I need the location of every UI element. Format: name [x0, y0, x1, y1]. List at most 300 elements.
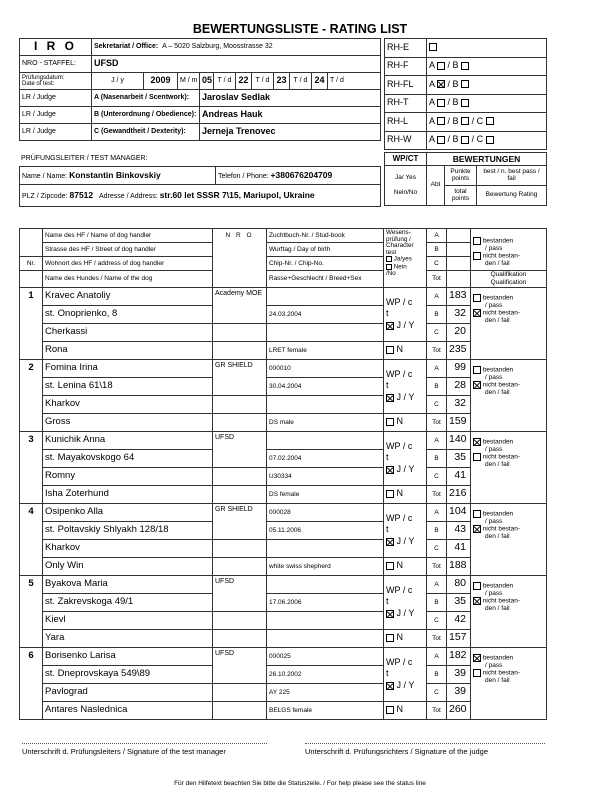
bestanden-label: bestanden	[482, 438, 514, 446]
opt-label: / B	[447, 97, 459, 108]
bestanden-label: bestanden	[482, 582, 514, 590]
fail-checkbox[interactable]	[473, 597, 481, 605]
col-nicht: nicht bestan-	[482, 252, 521, 260]
rh-w-c-checkbox[interactable]	[486, 136, 494, 144]
score-c: 39	[447, 683, 471, 701]
score-c: 20	[447, 323, 471, 341]
a-label: A	[427, 575, 447, 593]
fail-label: den / fail	[485, 604, 510, 612]
nein-checkbox-icon	[386, 264, 392, 270]
best-label: best / n. best pass / fail	[477, 166, 547, 186]
col-pass: / pass	[485, 245, 503, 252]
wp-t: t	[386, 380, 389, 391]
stud-value	[267, 431, 384, 449]
handler-street: st. Poltavskiy Shlyakh 128/18	[43, 521, 213, 539]
chip-value: U30334	[267, 467, 384, 485]
wp-label: WP / c	[386, 296, 413, 307]
col-c: C	[427, 257, 447, 271]
day-value: 23	[274, 73, 290, 90]
score-b: 39	[447, 665, 471, 683]
nro-empty	[213, 683, 267, 701]
birth-value: 30.04.2004	[267, 377, 384, 395]
nro-empty	[213, 611, 267, 629]
c-label: C	[427, 683, 447, 701]
fail-checkbox[interactable]	[473, 309, 481, 317]
manager-name-label: Name / Name:	[22, 172, 68, 180]
nicht-label: nicht bestan-	[482, 309, 521, 317]
a-label: A	[427, 647, 447, 665]
tot-label: Tot	[427, 413, 447, 431]
col-birth: Wurftag / Day of birth	[267, 243, 384, 257]
jy-label: J / Y	[396, 391, 415, 402]
col-fail: den / fail	[485, 260, 510, 268]
nro-empty	[213, 701, 267, 719]
pass-label: / pass	[485, 589, 503, 597]
staffel-label: NRO - STAFFEL:	[20, 56, 92, 73]
jy-label: J / Y	[396, 679, 415, 690]
opt-label: / B	[447, 60, 459, 71]
handler-city: Pavlograd	[43, 683, 213, 701]
manager-name: Konstantin Binkovskiy	[69, 169, 161, 180]
col-b: B	[427, 243, 447, 257]
nro-empty	[213, 629, 267, 647]
judge-name: Jaroslav Sedlak	[200, 90, 381, 107]
nro-value: UFSD	[213, 575, 267, 611]
entry-number: 3	[20, 431, 43, 503]
n-checkbox[interactable]	[386, 418, 394, 426]
col-nro: N R O	[213, 229, 267, 288]
rh-f-a-checkbox[interactable]	[437, 62, 445, 70]
nro-value: GR SHIELD	[213, 359, 267, 395]
rh-l-b-checkbox[interactable]	[461, 117, 469, 125]
judge-lr: LR / Judge	[20, 124, 92, 141]
handler-name: Osipenko Alla	[43, 503, 213, 521]
bestanden-label: bestanden	[482, 510, 514, 518]
chip-value: AY 225	[267, 683, 384, 701]
col-bestanden: bestanden	[482, 237, 514, 245]
tot-label: Tot	[427, 557, 447, 575]
b-label: B	[427, 521, 447, 539]
wp-t: t	[386, 668, 389, 679]
jy-checkbox[interactable]	[386, 682, 394, 690]
signature-judge: Unterschrift d. Prüfungsrichters / Signature of the judge	[305, 743, 545, 756]
ja-checkbox-icon	[386, 256, 392, 262]
b-label: B	[427, 665, 447, 683]
jy-checkbox[interactable]	[386, 538, 394, 546]
fail-label: den / fail	[485, 532, 510, 540]
stud-value: 000025	[267, 647, 384, 665]
judge-role: A (Nasenarbeit / Scentwork):	[92, 90, 200, 107]
judge-lr: LR / Judge	[20, 90, 92, 107]
handler-street: st. Onoprienko, 8	[43, 305, 213, 323]
opt-label: / C	[471, 134, 484, 145]
day-label: T / d	[214, 73, 236, 90]
chip-value	[267, 395, 384, 413]
c-label: C	[427, 323, 447, 341]
handler-street: st. Lenina 61\18	[43, 377, 213, 395]
header-table	[19, 38, 381, 141]
score-a: 182	[447, 647, 471, 665]
org-name: I R O	[20, 39, 92, 56]
entry-number: 5	[20, 575, 43, 647]
score-b: 32	[447, 305, 471, 323]
office-value: A – 5020 Salzburg, Moosstrasse 32	[162, 43, 273, 51]
opt-label: A	[429, 60, 435, 71]
col-no: /No	[386, 270, 396, 277]
col-dog-name: Name des Hundes / Name of the dog	[43, 271, 213, 288]
score-total: 260	[447, 701, 471, 719]
day-value: 22	[236, 73, 252, 90]
score-total: 159	[447, 413, 471, 431]
n-checkbox[interactable]	[386, 634, 394, 642]
n-label: N	[396, 632, 404, 643]
fail-label: den / fail	[485, 460, 510, 468]
page-title: BEWERTUNGSLISTE - RATING LIST	[192, 22, 408, 36]
entry-number: 4	[20, 503, 43, 575]
tot-label: Tot	[427, 485, 447, 503]
pass-label: / pass	[485, 301, 503, 309]
handler-city: Cherkassi	[43, 323, 213, 341]
phone-value: +380676204709	[270, 169, 333, 180]
day-label: T / d	[328, 73, 381, 90]
col-handler-name: Name des HF / Name of dog handler	[43, 229, 213, 243]
nro-value: Academy MOE	[213, 287, 267, 323]
score-a: 183	[447, 287, 471, 305]
n-label: N	[396, 488, 404, 499]
pass-checkbox-icon	[473, 237, 481, 245]
rh-label: RH-L	[385, 113, 427, 132]
nro-empty	[213, 323, 267, 341]
col-wesen: Character	[386, 242, 414, 250]
stud-value: 000010	[267, 359, 384, 377]
col-wesen: Wesens-	[386, 229, 411, 236]
bestanden-label: bestanden	[482, 654, 514, 662]
bewertungen-head: BEWERTUNGEN	[427, 153, 547, 166]
bestanden-label: bestanden	[482, 366, 514, 374]
handler-name: Byakova Maria	[43, 575, 213, 593]
nro-empty	[213, 341, 267, 359]
wpct-head: WP/CT	[385, 153, 427, 166]
pass-checkbox[interactable]	[473, 438, 481, 446]
c-label: C	[427, 395, 447, 413]
year-label: J / y	[92, 73, 144, 90]
fail-checkbox[interactable]	[473, 453, 481, 461]
breed-value: DS female	[267, 485, 384, 503]
opt-label: / C	[471, 115, 484, 126]
col-qual: Qualifikation	[490, 271, 527, 278]
col-jayes: Ja/yes	[393, 256, 412, 264]
a-label: A	[427, 503, 447, 521]
score-a: 104	[447, 503, 471, 521]
b-label: B	[427, 377, 447, 395]
col-wesen: test	[386, 248, 397, 256]
judge-lr: LR / Judge	[20, 107, 92, 124]
day-value: 24	[312, 73, 328, 90]
tot-label: Tot	[427, 341, 447, 359]
punkte-label: Punkte points	[445, 166, 477, 186]
opt-label: A	[429, 115, 435, 126]
wp-label: WP / c	[386, 440, 413, 451]
rh-t-b-checkbox[interactable]	[461, 99, 469, 107]
pass-checkbox[interactable]	[473, 294, 481, 302]
chip-value	[267, 323, 384, 341]
opt-label: / B	[447, 78, 459, 89]
dog-name: Yara	[43, 629, 213, 647]
col-breed: Rasse+Geschlecht / Breed+Sex	[267, 271, 384, 288]
month-label: M / m	[178, 73, 200, 90]
abt-label: Abt	[427, 166, 445, 206]
ja-label: Ja/ Yes	[395, 173, 416, 181]
b-label: B	[427, 305, 447, 323]
handler-city: Kievl	[43, 611, 213, 629]
score-total: 216	[447, 485, 471, 503]
nicht-label: nicht bestan-	[482, 453, 521, 461]
n-label: N	[396, 344, 404, 355]
rh-label: RH-E	[385, 39, 427, 58]
nicht-label: nicht bestan-	[482, 525, 521, 533]
staffel-value: UFSD	[92, 56, 381, 73]
judge-name: Andreas Hauk	[200, 107, 381, 124]
score-total: 235	[447, 341, 471, 359]
tot-label: Tot	[427, 629, 447, 647]
nro-empty	[213, 413, 267, 431]
breed-value: white swiss shepherd	[267, 557, 384, 575]
footer-help: Für den Hilfetext beachten Sie bitte die Statuszeile. / For help please see the status line	[174, 780, 426, 787]
chip-value	[267, 611, 384, 629]
handler-street: st. Dneprovskaya 549\89	[43, 665, 213, 683]
c-label: C	[427, 467, 447, 485]
wp-label: WP / c	[386, 656, 413, 667]
nro-empty	[213, 467, 267, 485]
score-c: 41	[447, 539, 471, 557]
date-label-en: Date of test:	[22, 81, 55, 87]
n-checkbox[interactable]	[386, 706, 394, 714]
rh-t-a-checkbox[interactable]	[437, 99, 445, 107]
fail-checkbox[interactable]	[473, 669, 481, 677]
score-c: 32	[447, 395, 471, 413]
stud-value: 000028	[267, 503, 384, 521]
wp-label: WP / c	[386, 584, 413, 595]
pass-label: / pass	[485, 373, 503, 381]
n-checkbox[interactable]	[386, 346, 394, 354]
score-c: 42	[447, 611, 471, 629]
test-manager-label: PRÜFUNGSLEITER / TEST MANAGER:	[21, 155, 148, 162]
a-label: A	[427, 359, 447, 377]
dog-name: Only Win	[43, 557, 213, 575]
score-a: 99	[447, 359, 471, 377]
rh-l-a-checkbox[interactable]	[437, 117, 445, 125]
rh-label: RH-FL	[385, 76, 427, 95]
nro-empty	[213, 539, 267, 557]
test-manager-table	[19, 166, 381, 207]
entry-number: 2	[20, 359, 43, 431]
birth-value: 17.06.2006	[267, 593, 384, 611]
opt-label: A	[429, 97, 435, 108]
rh-l-c-checkbox[interactable]	[486, 117, 494, 125]
fail-label: den / fail	[485, 388, 510, 396]
handler-name: Borisenko Larisa	[43, 647, 213, 665]
opt-label: A	[429, 134, 435, 145]
score-a: 80	[447, 575, 471, 593]
rh-e-checkbox[interactable]	[429, 43, 437, 51]
entry-number: 6	[20, 647, 43, 719]
col-chip: Chip-Nr. / Chip-No.	[267, 257, 384, 271]
tot-label: Tot	[427, 701, 447, 719]
fail-label: den / fail	[485, 676, 510, 684]
breed-value: BELGS female	[267, 701, 384, 719]
rh-label: RH-T	[385, 94, 427, 113]
rating-table	[19, 228, 547, 720]
jy-label: J / Y	[396, 463, 415, 474]
year-value: 2009	[144, 73, 178, 90]
judge-role: B (Unterordnung / Obedience):	[92, 107, 200, 124]
birth-value: 07.02.2004	[267, 449, 384, 467]
nro-empty	[213, 395, 267, 413]
zip-value: 87512	[69, 189, 94, 200]
opt-label: A	[429, 78, 435, 89]
address-label: Adresse / Address:	[98, 192, 158, 200]
handler-city: Kharkov	[43, 395, 213, 413]
fail-label: den / fail	[485, 316, 510, 324]
jy-label: J / Y	[396, 319, 415, 330]
rh-table	[384, 38, 547, 150]
nro-value: UFSD	[213, 647, 267, 683]
breed-value	[267, 629, 384, 647]
month-value: 05	[200, 73, 214, 90]
fail-checkbox[interactable]	[473, 381, 481, 389]
n-label: N	[396, 416, 404, 427]
handler-street: st. Mayakovskogo 64	[43, 449, 213, 467]
a-label: A	[427, 431, 447, 449]
col-wesen: prüfung /	[386, 235, 411, 243]
handler-city: Romny	[43, 467, 213, 485]
pass-label: / pass	[485, 445, 503, 453]
dog-name: Gross	[43, 413, 213, 431]
handler-name: Kravec Anatoliy	[43, 287, 213, 305]
pass-checkbox[interactable]	[473, 582, 481, 590]
wpct-table	[384, 152, 547, 206]
phone-label: Telefon / Phone:	[218, 172, 269, 180]
pass-checkbox[interactable]	[473, 366, 481, 374]
n-label: N	[396, 560, 404, 571]
wp-label: WP / c	[386, 512, 413, 523]
col-tot: Tot	[427, 271, 447, 288]
nro-empty	[213, 485, 267, 503]
zip-label: PLZ / Zipcode:	[22, 192, 68, 200]
wp-t: t	[386, 308, 389, 319]
judge-name: Jerneja Trenovec	[200, 124, 381, 141]
col-stud: Zuchtbuch-Nr. / Stud-book	[267, 229, 384, 243]
col-handler-street: Strasse des HF / Street of dog handler	[43, 243, 213, 257]
rh-fl-b-checkbox[interactable]	[461, 80, 469, 88]
stud-value	[267, 287, 384, 305]
pass-checkbox[interactable]	[473, 510, 481, 518]
birth-value: 24.03.2004	[267, 305, 384, 323]
score-b: 28	[447, 377, 471, 395]
pass-checkbox[interactable]	[473, 654, 481, 662]
judge-role: C (Gewandtheit / Dexterity):	[92, 124, 200, 141]
wp-t: t	[386, 596, 389, 607]
score-total: 157	[447, 629, 471, 647]
nicht-label: nicht bestan-	[482, 669, 521, 677]
date-label: Prüfungsdatum:	[22, 75, 65, 81]
stud-value	[267, 575, 384, 593]
a-label: A	[427, 287, 447, 305]
nro-value: UFSD	[213, 431, 267, 467]
rh-label: RH-F	[385, 57, 427, 76]
score-b: 35	[447, 593, 471, 611]
nicht-label: nicht bestan-	[482, 597, 521, 605]
office-label: Sekretariat / Office:	[94, 43, 159, 51]
nein-label: Nein/No	[393, 188, 418, 196]
handler-name: Fomina Irina	[43, 359, 213, 377]
jy-label: J / Y	[396, 535, 415, 546]
nro-value: GR SHIELD	[213, 503, 267, 539]
dog-name: Antares Naslednica	[43, 701, 213, 719]
pass-label: / pass	[485, 517, 503, 525]
fail-checkbox[interactable]	[473, 525, 481, 533]
jy-checkbox[interactable]	[386, 322, 394, 330]
b-label: B	[427, 449, 447, 467]
opt-label: / B	[447, 115, 459, 126]
chip-value	[267, 539, 384, 557]
rh-w-a-checkbox[interactable]	[437, 136, 445, 144]
nro-empty	[213, 557, 267, 575]
rh-w-b-checkbox[interactable]	[461, 136, 469, 144]
col-nr: Nr.	[20, 257, 43, 271]
score-total: 188	[447, 557, 471, 575]
pass-label: / pass	[485, 661, 503, 669]
score-b: 35	[447, 449, 471, 467]
handler-street: st. Zakrevskoga 49/1	[43, 593, 213, 611]
bestanden-label: bestanden	[482, 294, 514, 302]
score-a: 140	[447, 431, 471, 449]
rh-fl-a-checkbox[interactable]	[437, 80, 445, 88]
rh-f-b-checkbox[interactable]	[461, 62, 469, 70]
breed-value: LRET female	[267, 341, 384, 359]
rh-label: RH-W	[385, 131, 427, 150]
entry-number: 1	[20, 287, 43, 359]
address-value: str.60 let SSSR 7\15, Mariupol, Ukraine	[159, 189, 315, 200]
day-label: T / d	[252, 73, 274, 90]
bewertung-label: Bewertung Rating	[477, 186, 547, 206]
col-qual: Qualification	[490, 278, 527, 286]
breed-value: DS male	[267, 413, 384, 431]
jy-checkbox[interactable]	[386, 394, 394, 402]
birth-value: 05.11.2006	[267, 521, 384, 539]
opt-label: / B	[447, 134, 459, 145]
handler-name: Kunichik Anna	[43, 431, 213, 449]
dog-name: Rona	[43, 341, 213, 359]
fail-checkbox-icon	[473, 252, 481, 260]
jy-label: J / Y	[396, 607, 415, 618]
day-label: T / d	[290, 73, 312, 90]
n-checkbox[interactable]	[386, 490, 394, 498]
jy-checkbox[interactable]	[386, 610, 394, 618]
wp-t: t	[386, 524, 389, 535]
n-checkbox[interactable]	[386, 562, 394, 570]
total-label: total points	[445, 186, 477, 206]
col-a: A	[427, 229, 447, 243]
n-label: N	[396, 704, 404, 715]
nicht-label: nicht bestan-	[482, 381, 521, 389]
signature-manager: Unterschrift d. Prüfungsleiters / Signature of the test manager	[22, 743, 267, 756]
score-b: 43	[447, 521, 471, 539]
jy-checkbox[interactable]	[386, 466, 394, 474]
c-label: C	[427, 611, 447, 629]
birth-value: 26.10.2002	[267, 665, 384, 683]
dog-name: Isha Zoterhund	[43, 485, 213, 503]
